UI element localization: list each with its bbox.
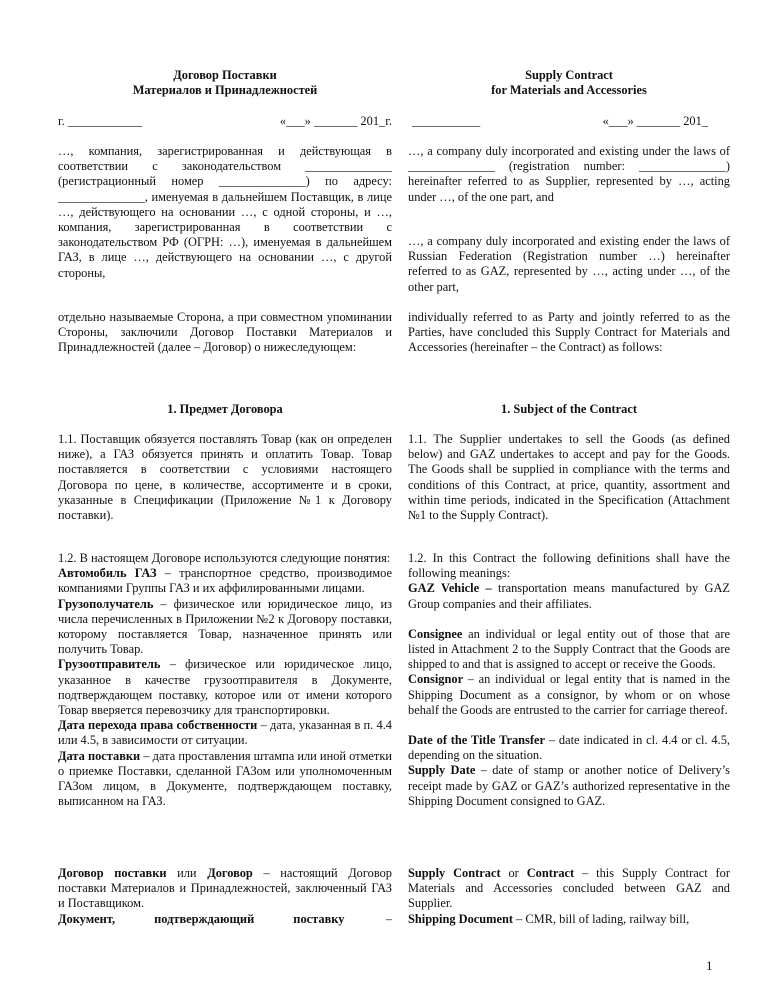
en-parties-paragraph-1: …, a company duly incorporated and existing under the laws of ______________ (registration number: ______________) hereinafter referred to as Supplier, represented by …, acting under …, of the one part, and (408, 144, 730, 204)
en-term-contract: Contract (526, 866, 575, 880)
ru-clause-1-2 (58, 551, 392, 809)
ru-term-contract: Договор (207, 866, 253, 880)
ru-parties-paragraph: …, компания, зарегистрированная и действующая в соответствии с законодательством ______________ (регистрационный номер ______________) по адресу: ______________, именуемая в дальнейшем Поставщик, в лице …, действующего на основании …, с одной стороны, и …, компания, зарегистрированная в соответствии с законодательством РФ (ОГРН: …), именуемая в дальнейшем ГАЗ, в лице …, действующего на основании …, с другой стороны, (58, 144, 392, 280)
en-term-shipping-doc: Shipping Document (408, 911, 514, 926)
en-title-line-2: for Materials and Accessories (491, 83, 647, 98)
ru-clause-1-2-intro: 1.2. В настоящем Договоре используются следующие понятия: (58, 551, 391, 565)
ru-definition-contract (58, 866, 392, 912)
en-place-date (412, 114, 708, 129)
en-definition-vehicle (408, 581, 730, 611)
ru-definition-supply-date (58, 749, 392, 810)
ru-section-1-heading: 1. Предмет Договора (167, 402, 283, 416)
ru-term-consignee: Грузополучатель (58, 596, 154, 611)
ru-term-consignor: Грузоотправитель (58, 657, 161, 672)
ru-definition-shipping-doc (58, 912, 392, 927)
page-number: 1 (706, 958, 713, 973)
en-definition-vehicle-text: transportation means manufactured by GAZ Group companies and their affiliates. (408, 581, 730, 611)
en-definition-contract-text: – this Supply Contract for Materials and Accessories concluded between GAZ and Supplier. (408, 866, 730, 911)
ru-definition-supply-date-text: – дата проставления штампа или иной отметки о приемке Поставки, сделанной ГАЗом или уполномоченным ГАЗом лицом, в Документе, подтверждающем поставку, выписанном на ГАЗ. (58, 748, 392, 809)
ru-term-shipping-doc: Документ, подтверждающий поставку (58, 911, 345, 926)
ru-definition-vehicle-text: – транспортное средство, производимое компаниями Группы ГАЗ и их аффилированными лицами. (58, 566, 392, 596)
en-definition-consignor (408, 672, 730, 718)
ru-term-vehicle: Автомобиль ГАЗ (58, 566, 157, 581)
en-clause-1-2-intro: 1.2. In this Contract the following definitions shall have the following meanings: (408, 551, 730, 581)
ru-title-line-2: Материалов и Принадлежностей (132, 83, 318, 98)
en-definition-title-transfer (408, 733, 730, 763)
ru-definition-consignee-text: – физическое или юридическое лицо, из числа перечисленных в Приложении №2 к Договору поставки, которому поставляется Товар, назначенное принять или получить Товар. (58, 596, 392, 657)
ru-definition-consignee (58, 597, 392, 658)
ru-term-title-transfer: Дата перехода права собственности (58, 718, 258, 733)
en-term-or: or (500, 866, 527, 880)
ru-title (58, 68, 392, 98)
en-title-line-1: Supply Contract (525, 68, 613, 82)
en-parties-paragraph-2: …, a company duly incorporated and existing ender the laws of Russian Federation (Registration number …) hereinafter referred to as GAZ, represented by …, acting under …, of the other part, (408, 234, 730, 294)
en-date: «___» _______ 201_ (602, 114, 708, 128)
en-title (408, 68, 730, 98)
ru-definition-consignor (58, 657, 392, 718)
en-definition-supply-date (408, 763, 730, 809)
en-term-title-transfer: Date of the Title Transfer (408, 733, 545, 748)
ru-preamble: отдельно называемые Сторона, а при совместном упоминании Стороны, заключили Договор Поставки Материалов и Принадлежностей (далее – Договор) о нижеследующем: (58, 310, 392, 355)
ru-definitions-continued (58, 866, 392, 927)
ru-title-line-1: Договор Поставки (173, 68, 277, 82)
ru-city: г. ____________ (58, 114, 143, 128)
en-definition-consignee (408, 627, 730, 673)
en-term-vehicle: GAZ Vehicle – (408, 581, 492, 596)
en-definition-title-transfer-text: – date indicated in cl. 4.4 or cl. 4.5, depending on the situation. (408, 733, 730, 763)
ru-term-supply-contract: Договор поставки (58, 866, 167, 880)
en-definition-shipping-doc-text: – CMR, bill of lading, railway bill, (513, 911, 690, 926)
en-clause-1-2 (408, 551, 730, 809)
en-definition-shipping-doc (408, 912, 730, 927)
en-term-supply-date: Supply Date (408, 763, 476, 778)
en-clause-1-1: 1.1. The Supplier undertakes to sell the Goods (as defined below) and GAZ undertakes to accept and pay for the Goods. The Goods shall be supplied in compliance with the terms and conditions of this Contract, at price, quantity, assortment and within time periods, indicated in the Specification (Attachment №1 to the Supply Contract). (408, 432, 730, 523)
ru-place-date (58, 114, 392, 129)
ru-definition-title-transfer-text: – дата, указанная в п. 4.4 или 4.5, в зависимости от ситуации. (58, 718, 392, 748)
en-definitions-continued (408, 866, 730, 927)
ru-term-supply-date: Дата поставки (58, 748, 141, 763)
ru-definition-shipping-doc-text: – (385, 911, 392, 926)
en-definition-consignor-text: – an individual or legal entity that is named in the Shipping Document as a consignor, by whom or on whose behalf the Goods are entrusted to the carrier for carriage thereof. (408, 672, 730, 717)
ru-date: «___» _______ 201_г. (279, 114, 392, 128)
ru-definition-title-transfer (58, 718, 392, 748)
ru-definition-consignor-text: – физическое или юридическое лицо, указанное в качестве грузоотправителя в Документе, подтверждающем поставку, которое или от имени которого Товар вверяется перевозчику для транспортировки. (58, 657, 392, 718)
en-preamble: individually referred to as Party and jointly referred to as the Parties, have concluded this Supply Contract for Materials and Accessories (hereinafter – the Contract) as follows: (408, 310, 730, 355)
en-section-1-heading: 1. Subject of the Contract (501, 402, 637, 416)
en-definition-consignee-text: an individual or legal entity out of those that are listed in Attachment 2 to the Supply Contract that the Goods are shipped to and that is assigned to accept or receive the Goods. (408, 626, 730, 672)
en-city: ___________ (412, 114, 481, 128)
en-term-consignee: Consignee (408, 626, 463, 641)
ru-clause-1-1: 1.1. Поставщик обязуется поставлять Товар (как он определен ниже), а ГАЗ обязуется принять и оплатить Товар. Товар поставляется в соответствии с условиями настоящего Договора по цене, в количестве, ассортименте и в сроки, указанные в Спецификации (Приложение №1 к Договору поставки). (58, 432, 392, 523)
ru-definition-vehicle (58, 566, 392, 596)
en-term-consignor: Consignor (408, 672, 464, 687)
ru-definition-contract-text: – настоящий Договор поставки Материалов и Принадлежностей, заключенный ГАЗ и Поставщиком. (58, 866, 393, 911)
en-definition-contract (408, 866, 730, 912)
en-definition-supply-date-text: – date of stamp or another notice of Delivery’s receipt made by GAZ or GAZ’s authorized representative in the Shipping Document consigned to GAZ. (408, 763, 730, 808)
en-term-supply-contract: Supply Contract (408, 866, 501, 880)
ru-term-or: или (166, 866, 208, 880)
